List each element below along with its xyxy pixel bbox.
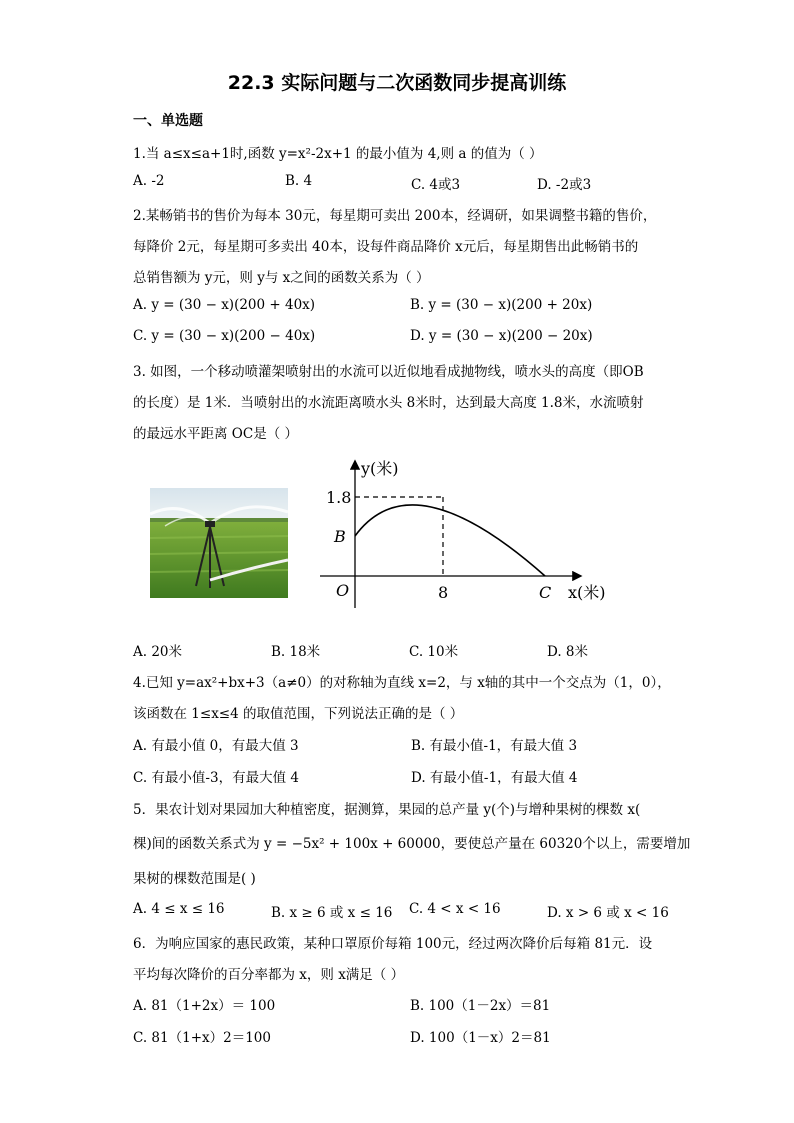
q5-stem-line: 5．果农计划对果园加大种植密度，据测算，果园的总产量 y(个)与增种果树的棵数 x( (133, 802, 641, 818)
q5-stem-line: 棵)间的函数关系式为 y = −5x² + 100x + 60000，要使总产量在 60320个以上，需要增加 (133, 836, 691, 852)
peak-label: 1.8 (326, 488, 352, 507)
q2-stem-line: 2.某畅销书的售价为每本 30元，每星期可卖出 200本，经调研，如果调整书籍的售价， (133, 208, 657, 224)
page-title: 22.3 实际问题与二次函数同步提高训练 (227, 72, 567, 94)
parabola-graph (318, 458, 618, 610)
q4-option-d: D. 有最小值-1，有最大值 4 (411, 770, 578, 786)
q5-option-b: B. x ≥ 6 或 x ≤ 16 (271, 905, 393, 921)
q2-option-b: B. y = (30 − x)(200 + 20x) (410, 297, 593, 313)
q6-option-c: C. 81（1+x）2＝100 (133, 1030, 271, 1046)
q6-option-d: D. 100（1－x）2＝81 (410, 1030, 551, 1046)
q1-option-c: C. 4或3 (411, 177, 461, 193)
q1-option-b: B. 4 (285, 173, 313, 189)
section-heading: 一、单选题 (133, 113, 203, 129)
q3-option-b: B. 18米 (271, 644, 321, 660)
y-axis-label: y(米) (361, 459, 399, 478)
q6-stem-line: 6．为响应国家的惠民政策，某种口罩原价每箱 100元，经过两次降价后每箱 81元．设 (133, 936, 653, 952)
q4-option-a: A. 有最小值 0，有最大值 3 (133, 738, 299, 754)
q4-option-c: C. 有最小值-3，有最大值 4 (133, 770, 299, 786)
c-label: C (539, 583, 552, 602)
q3-option-c: C. 10米 (409, 644, 459, 660)
q2-option-d: D. y = (30 − x)(200 − 20x) (410, 328, 593, 344)
q3-option-a: A. 20米 (133, 644, 183, 660)
q3-stem-line: 的长度）是 1米．当喷射出的水流距离喷水头 8米时，达到最大高度 1.8米，水流喷射 (133, 395, 644, 411)
q2-option-a: A. y = (30 − x)(200 + 40x) (133, 297, 316, 313)
q6-option-b: B. 100（1－2x）＝81 (410, 998, 551, 1014)
q4-stem-line: 该函数在 1≤x≤4 的取值范围，下列说法正确的是（ ） (133, 706, 464, 722)
q1-stem: 1.当 a≤x≤a+1时,函数 y=x²-2x+1 的最小值为 4,则 a 的值为（ ） (133, 146, 543, 162)
q1-option-a: A. -2 (133, 173, 165, 189)
q6-stem-line: 平均每次降价的百分率都为 x，则 x满足（ ） (133, 967, 405, 983)
q5-option-a: A. 4 ≤ x ≤ 16 (133, 901, 225, 917)
o-label: O (336, 581, 350, 600)
q3-option-d: D. 8米 (547, 644, 589, 660)
q3-stem-line: 的最远水平距离 OC是（ ） (133, 426, 298, 442)
water-parabola (355, 505, 545, 576)
q5-option-d: D. x > 6 或 x < 16 (547, 905, 669, 921)
q3-stem-line: 3. 如图，一个移动喷灌架喷射出的水流可以近似地看成抛物线，喷水头的高度（即OB (133, 364, 644, 380)
q2-stem-line: 总销售额为 y元，则 y与 x之间的函数关系为（ ） (133, 270, 430, 286)
q2-stem-line: 每降价 2元，每星期可多卖出 40本，设每件商品降价 x元后，每星期售出此畅销书的 (133, 239, 639, 255)
q5-stem-line: 果树的棵数范围是( ) (133, 871, 256, 887)
q4-option-b: B. 有最小值-1，有最大值 3 (411, 738, 578, 754)
b-label: B (334, 527, 346, 546)
q4-stem-line: 4.已知 y=ax²+bx+3（a≠0）的对称轴为直线 x=2，与 x轴的其中一个交点为（1，0）， (133, 675, 671, 691)
x-axis-label: x(米) (568, 583, 606, 602)
q2-option-c: C. y = (30 − x)(200 − 40x) (133, 328, 316, 344)
q6-option-a: A. 81（1+2x）＝ 100 (133, 998, 276, 1014)
x-tick-label: 8 (438, 583, 449, 602)
q5-option-c: C. 4 < x < 16 (409, 901, 501, 917)
sprinkler-photo (150, 488, 288, 598)
q1-option-d: D. -2或3 (537, 177, 592, 193)
